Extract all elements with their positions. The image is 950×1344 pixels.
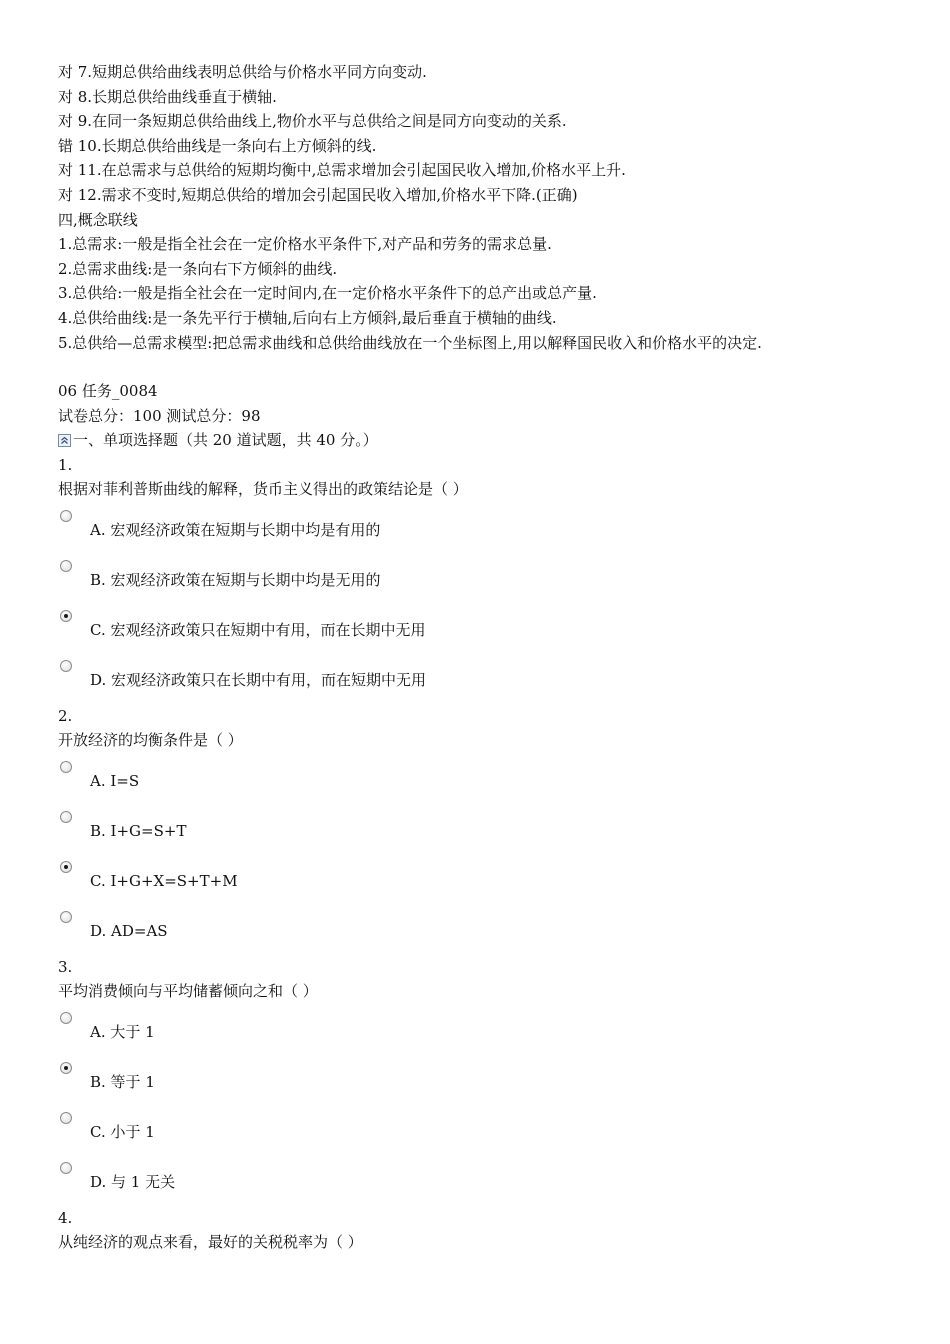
document-page bbox=[58, 60, 918, 1257]
question-number: 3. bbox=[58, 957, 73, 976]
option-label: A. 宏观经济政策在短期与长期中均是有用的 bbox=[90, 520, 381, 539]
option-label: D. AD=AS bbox=[90, 921, 168, 940]
question-block bbox=[58, 1206, 918, 1254]
question-block bbox=[58, 704, 918, 955]
concept-item: 2.总需求曲线:是一条向右下方倾斜的曲线. bbox=[58, 259, 338, 278]
option-label: B. I+G=S+T bbox=[90, 821, 187, 840]
concept-item: 3.总供给:一般是指全社会在一定时间内,在一定价格水平条件下的总产出或总产量. bbox=[58, 284, 597, 303]
section-title: 一、单项选择题（共 20 道试题，共 40 分。） bbox=[73, 431, 378, 450]
option-label: D. 与 1 无关 bbox=[90, 1172, 176, 1191]
option-label: A. 大于 1 bbox=[90, 1022, 155, 1041]
collapse-up-icon[interactable] bbox=[58, 434, 71, 447]
option-label: B. 等于 1 bbox=[90, 1072, 155, 1091]
question-stem: 根据对菲利普斯曲线的解释，货币主义得出的政策结论是（ ） bbox=[58, 479, 468, 498]
exam-title: 06 任务_0084 bbox=[58, 382, 158, 401]
answer-option[interactable] bbox=[58, 1106, 918, 1156]
answer-option[interactable] bbox=[58, 805, 918, 855]
judgment-item: 对 8.长期总供给曲线垂直于横轴. bbox=[58, 87, 277, 106]
radio-unchecked-icon[interactable] bbox=[60, 761, 72, 773]
option-label: A. I=S bbox=[90, 771, 140, 790]
question-stem: 开放经济的均衡条件是（ ） bbox=[58, 730, 243, 749]
radio-unchecked-icon[interactable] bbox=[60, 560, 72, 572]
judgment-item: 对 9.在同一条短期总供给曲线上,物价水平与总供给之间是同方向变动的关系. bbox=[58, 112, 567, 131]
concept-item: 1.总需求:一般是指全社会在一定价格水平条件下,对产品和劳务的需求总量. bbox=[58, 235, 552, 254]
radio-unchecked-icon[interactable] bbox=[60, 811, 72, 823]
judgment-item: 错 10.长期总供给曲线是一条向右上方倾斜的线. bbox=[58, 136, 377, 155]
judgment-list bbox=[58, 60, 918, 208]
radio-unchecked-icon[interactable] bbox=[60, 911, 72, 923]
radio-unchecked-icon[interactable] bbox=[60, 1162, 72, 1174]
concept-item: 4.总供给曲线:是一条先平行于横轴,后向右上方倾斜,最后垂直于横轴的曲线. bbox=[58, 308, 557, 327]
question-stem: 平均消费倾向与平均储蓄倾向之和（ ） bbox=[58, 981, 318, 1000]
answer-option[interactable] bbox=[58, 604, 918, 654]
question-number: 4. bbox=[58, 1208, 73, 1227]
radio-unchecked-icon[interactable] bbox=[60, 1112, 72, 1124]
concept-section bbox=[58, 208, 918, 356]
question-stem: 从纯经济的观点来看，最好的关税税率为（ ） bbox=[58, 1232, 363, 1251]
radio-checked-icon[interactable] bbox=[60, 1062, 72, 1074]
exam-scores: 试卷总分：100 测试总分：98 bbox=[58, 406, 261, 425]
answer-option[interactable] bbox=[58, 1156, 918, 1206]
concept-item: 5.总供给—总需求模型:把总需求曲线和总供给曲线放在一个坐标图上,用以解释国民收入和价格水平的决定. bbox=[58, 333, 762, 352]
answer-option[interactable] bbox=[58, 654, 918, 704]
radio-checked-icon[interactable] bbox=[60, 610, 72, 622]
question-list bbox=[58, 453, 918, 1254]
answer-option[interactable] bbox=[58, 1006, 918, 1056]
option-label: C. I+G+X=S+T+M bbox=[90, 871, 238, 890]
answer-option[interactable] bbox=[58, 905, 918, 955]
judgment-item: 对 11.在总需求与总供给的短期均衡中,总需求增加会引起国民收入增加,价格水平上升. bbox=[58, 161, 626, 180]
exam-header bbox=[58, 379, 918, 453]
answer-option[interactable] bbox=[58, 855, 918, 905]
radio-unchecked-icon[interactable] bbox=[60, 510, 72, 522]
option-label: C. 小于 1 bbox=[90, 1122, 155, 1141]
answer-option[interactable] bbox=[58, 504, 918, 554]
question-number: 1. bbox=[58, 455, 73, 474]
spacer bbox=[58, 355, 918, 379]
section-header bbox=[58, 428, 918, 453]
question-number: 2. bbox=[58, 706, 73, 725]
judgment-item: 对 12.需求不变时,短期总供给的增加会引起国民收入增加,价格水平下降.(正确) bbox=[58, 185, 578, 204]
answer-option[interactable] bbox=[58, 554, 918, 604]
option-label: B. 宏观经济政策在短期与长期中均是无用的 bbox=[90, 570, 381, 589]
judgment-item: 对 7.短期总供给曲线表明总供给与价格水平同方向变动. bbox=[58, 63, 427, 81]
radio-unchecked-icon[interactable] bbox=[60, 1012, 72, 1024]
option-label: C. 宏观经济政策只在短期中有用，而在长期中无用 bbox=[90, 620, 426, 639]
question-block bbox=[58, 453, 918, 704]
option-label: D. 宏观经济政策只在长期中有用，而在短期中无用 bbox=[90, 670, 427, 689]
answer-option[interactable] bbox=[58, 1056, 918, 1106]
radio-unchecked-icon[interactable] bbox=[60, 660, 72, 672]
question-block bbox=[58, 955, 918, 1206]
concept-heading: 四,概念联线 bbox=[58, 210, 138, 229]
radio-checked-icon[interactable] bbox=[60, 861, 72, 873]
answer-option[interactable] bbox=[58, 755, 918, 805]
